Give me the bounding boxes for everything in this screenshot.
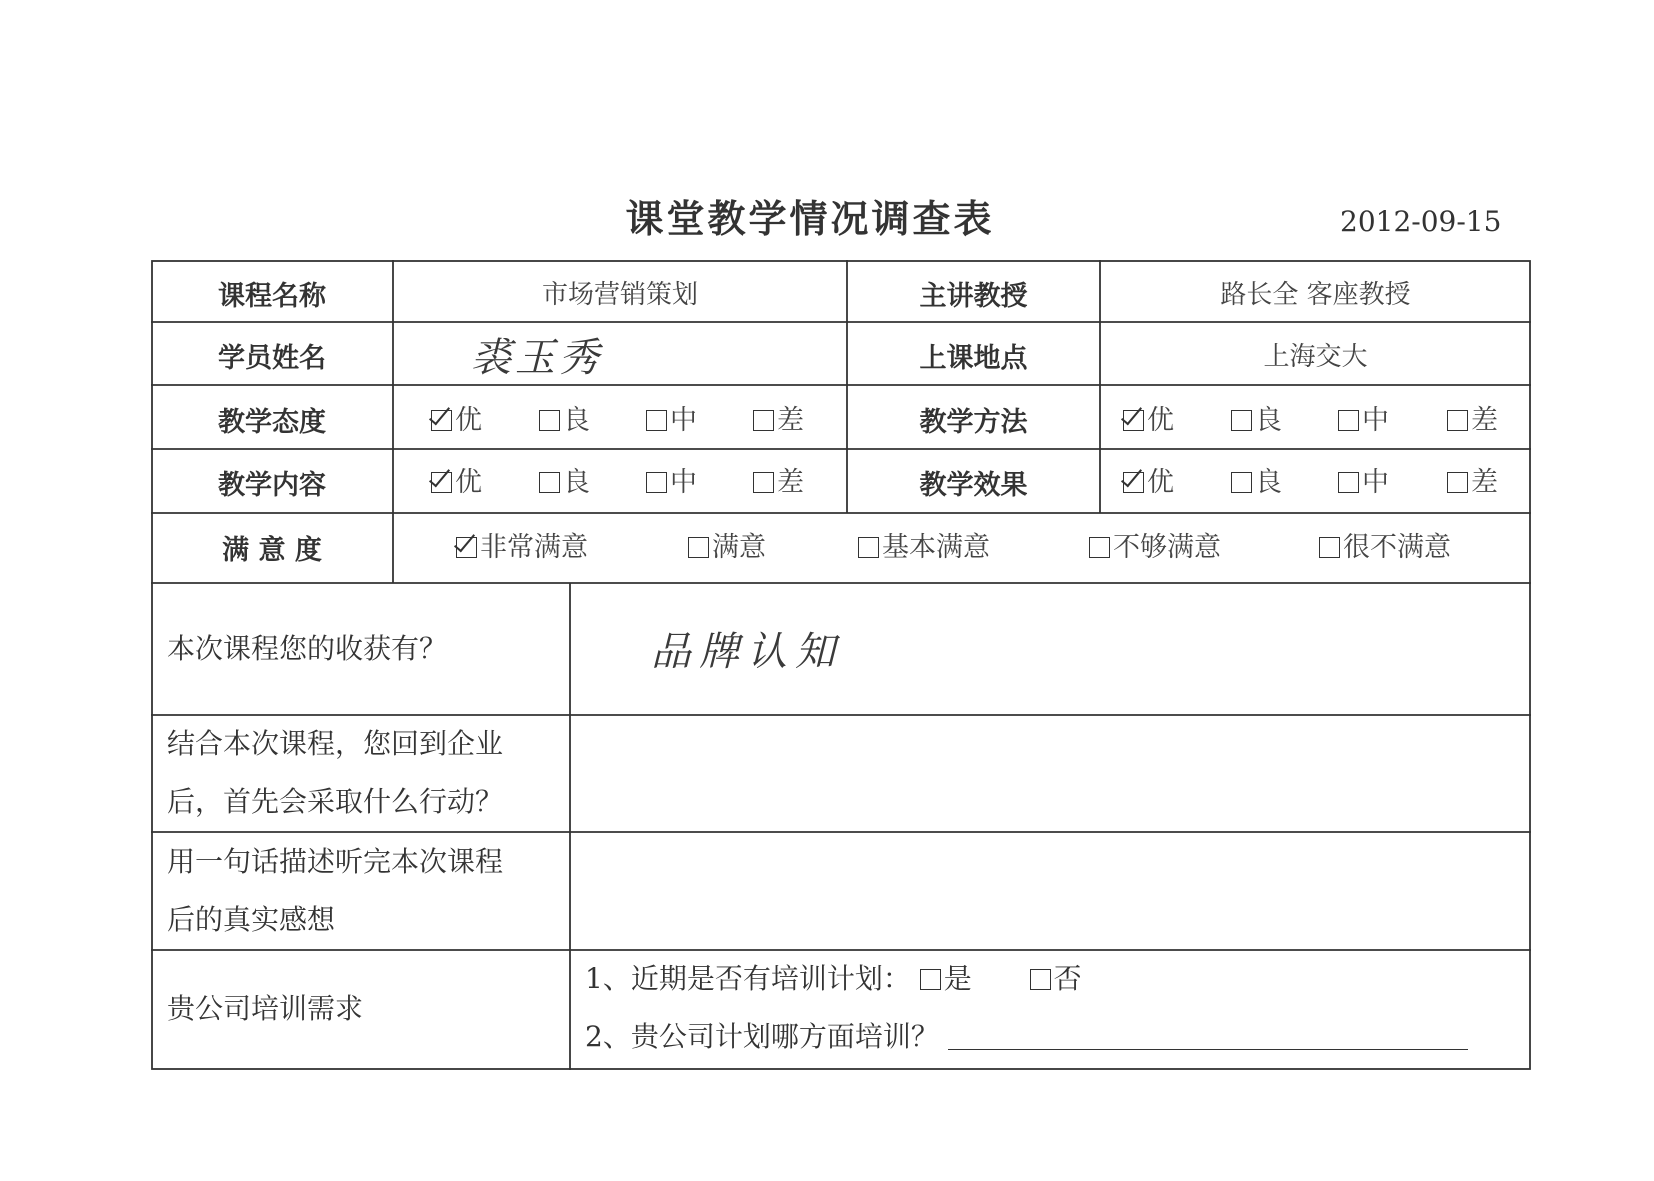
- checkbox-icon: [431, 410, 452, 431]
- location-label: 上课地点: [919, 343, 1028, 374]
- checkbox-icon: [753, 472, 774, 493]
- checkbox-icon: [1319, 537, 1340, 558]
- content-option-good[interactable]: 良: [539, 460, 590, 499]
- content-option-poor[interactable]: 差: [753, 460, 804, 499]
- checkbox-icon: [753, 410, 774, 431]
- method-label: 教学方法: [919, 407, 1028, 438]
- location-value[interactable]: 上海交大: [1263, 342, 1368, 372]
- satisfaction-label: 满 意 度: [222, 535, 322, 566]
- method-option-good[interactable]: 良: [1231, 398, 1282, 437]
- checkbox-icon: [1123, 472, 1144, 493]
- content-label: 教学内容: [218, 470, 326, 501]
- checkbox-icon: [646, 410, 667, 431]
- action-answer-area[interactable]: [571, 716, 1529, 830]
- checkbox-icon: [1123, 410, 1144, 431]
- teacher-label: 主讲教授: [919, 281, 1028, 312]
- effect-option-poor[interactable]: 差: [1447, 460, 1498, 499]
- training-area-answer-line[interactable]: [948, 1025, 1468, 1050]
- checkbox-icon: [539, 472, 560, 493]
- attitude-option-good[interactable]: 良: [539, 398, 590, 437]
- checkbox-icon: [1447, 472, 1468, 493]
- checkbox-icon: [1338, 410, 1359, 431]
- satisfaction-option-very-satisfied[interactable]: 非常满意: [456, 525, 588, 564]
- course-name-label: 课程名称: [218, 281, 326, 312]
- survey-form: [151, 260, 1531, 1070]
- student-name-handwriting[interactable]: 裘玉秀: [471, 335, 603, 381]
- method-option-poor[interactable]: 差: [1447, 398, 1498, 437]
- effect-option-excellent[interactable]: 优: [1123, 460, 1174, 499]
- attitude-option-poor[interactable]: 差: [753, 398, 804, 437]
- content-option-medium[interactable]: 中: [646, 460, 697, 499]
- satisfaction-option-basic[interactable]: 基本满意: [858, 525, 990, 564]
- effect-option-medium[interactable]: 中: [1338, 460, 1389, 499]
- checkbox-icon: [431, 472, 452, 493]
- checkbox-icon: [1231, 472, 1252, 493]
- satisfaction-option-very-unsatisfied[interactable]: 很不满意: [1319, 525, 1451, 564]
- checkbox-icon: [688, 537, 709, 558]
- form-title: 课堂教学情况调查表: [625, 197, 995, 241]
- checkbox-icon: [858, 537, 879, 558]
- checkbox-icon: [1447, 410, 1468, 431]
- gain-answer-handwriting[interactable]: 品牌认知: [651, 629, 843, 675]
- checkbox-icon: [1089, 537, 1110, 558]
- gain-question: 本次课程您的收获有？: [167, 632, 448, 665]
- training-plan-item: 1、近期是否有培训计划： 是 否: [585, 962, 1082, 995]
- satisfaction-option-insufficient[interactable]: 不够满意: [1089, 525, 1221, 564]
- feeling-question: 用一句话描述听完本次课程 后的真实感想: [167, 845, 504, 936]
- effect-option-good[interactable]: 良: [1231, 460, 1282, 499]
- survey-date: 2012-09-15: [1340, 205, 1502, 238]
- student-name-label: 学员姓名: [218, 343, 326, 374]
- teacher-value[interactable]: 路长全 客座教授: [1220, 280, 1411, 310]
- checkbox-icon: [1231, 410, 1252, 431]
- training-needs-question: 贵公司培训需求: [167, 992, 364, 1025]
- training-area-item: 2、贵公司计划哪方面培训？: [585, 1008, 1468, 1066]
- content-option-excellent[interactable]: 优: [431, 460, 482, 499]
- checkbox-icon: [539, 410, 560, 431]
- checkbox-icon: [646, 472, 667, 493]
- checkbox-icon: [1338, 472, 1359, 493]
- feeling-answer-area[interactable]: [571, 834, 1529, 948]
- course-name-value[interactable]: 市场营销策划: [541, 280, 698, 310]
- checkbox-icon[interactable]: [1030, 969, 1051, 990]
- checkbox-icon: [456, 537, 477, 558]
- method-option-excellent[interactable]: 优: [1123, 398, 1174, 437]
- checkbox-icon[interactable]: [920, 969, 941, 990]
- attitude-label: 教学态度: [218, 407, 326, 438]
- attitude-option-excellent[interactable]: 优: [431, 398, 482, 437]
- method-option-medium[interactable]: 中: [1338, 398, 1389, 437]
- effect-label: 教学效果: [919, 470, 1028, 501]
- attitude-option-medium[interactable]: 中: [646, 398, 697, 437]
- satisfaction-option-satisfied[interactable]: 满意: [688, 525, 766, 564]
- action-question: 结合本次课程，您回到企业 后，首先会采取什么行动？: [167, 727, 504, 818]
